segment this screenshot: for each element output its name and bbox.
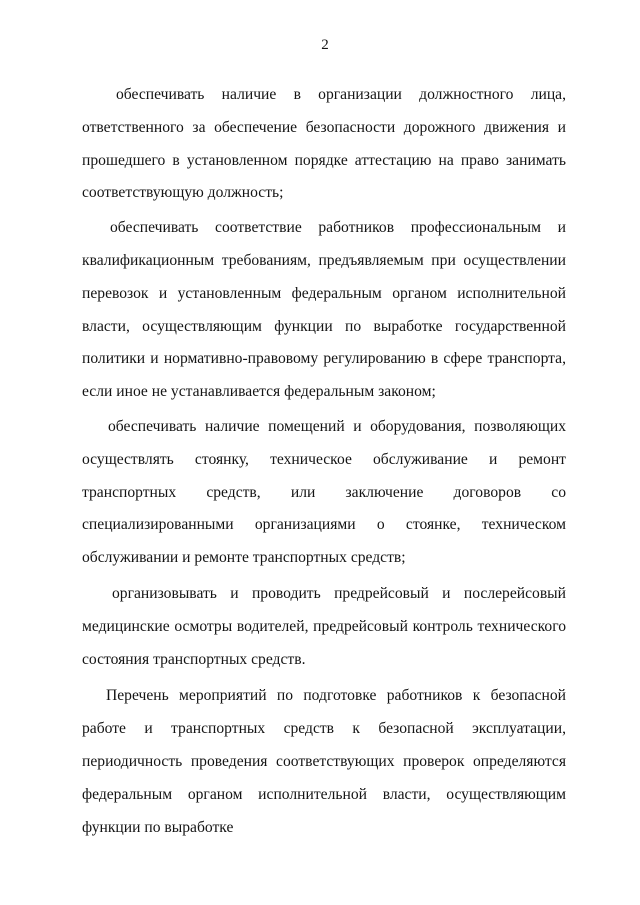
paragraph-official-responsible-person: обеспечивать наличие в организации должностного лица, ответственного за обеспечение безопасности дорожного движения и прошедшего в установленном порядке аттестацию на право занимать соответствующую должность; xyxy=(82,86,566,202)
paragraph-staff-qualification-requirements: обеспечивать соответствие работников профессиональным и квалификационным требованиям, предъявляемым при осуществлении перевозок и установленным федеральным органом исполнительной власти, осуществляющим функции по выработке государственной политики и нормативно-правовому регулированию в сфере транспорта, если иное не устанавливается федеральным законом; xyxy=(82,219,566,401)
page-number: 2 xyxy=(321,37,329,53)
paragraph-medical-examinations: организовывать и проводить предрейсовый и послерейсовый медицинские осмотры водителей, предрейсовый контроль технического состояния транспортных средств. xyxy=(82,584,566,668)
paragraph-premises-and-equipment: обеспечивать наличие помещений и оборудования, позволяющих осуществлять стоянку, техническое обслуживание и ремонт транспортных средств, или заключение договоров со специализированными организациями о стоянке, техническом обслуживании и ремонте транспортных средств; xyxy=(82,417,566,567)
paragraph-training-measures-list: Перечень мероприятий по подготовке работников к безопасной работе и транспортных средств к безопасной эксплуатации, периодичность проведения соответствующих проверок определяются федеральным органом исполнительной власти, осуществляющим функции по выработке xyxy=(82,687,566,836)
